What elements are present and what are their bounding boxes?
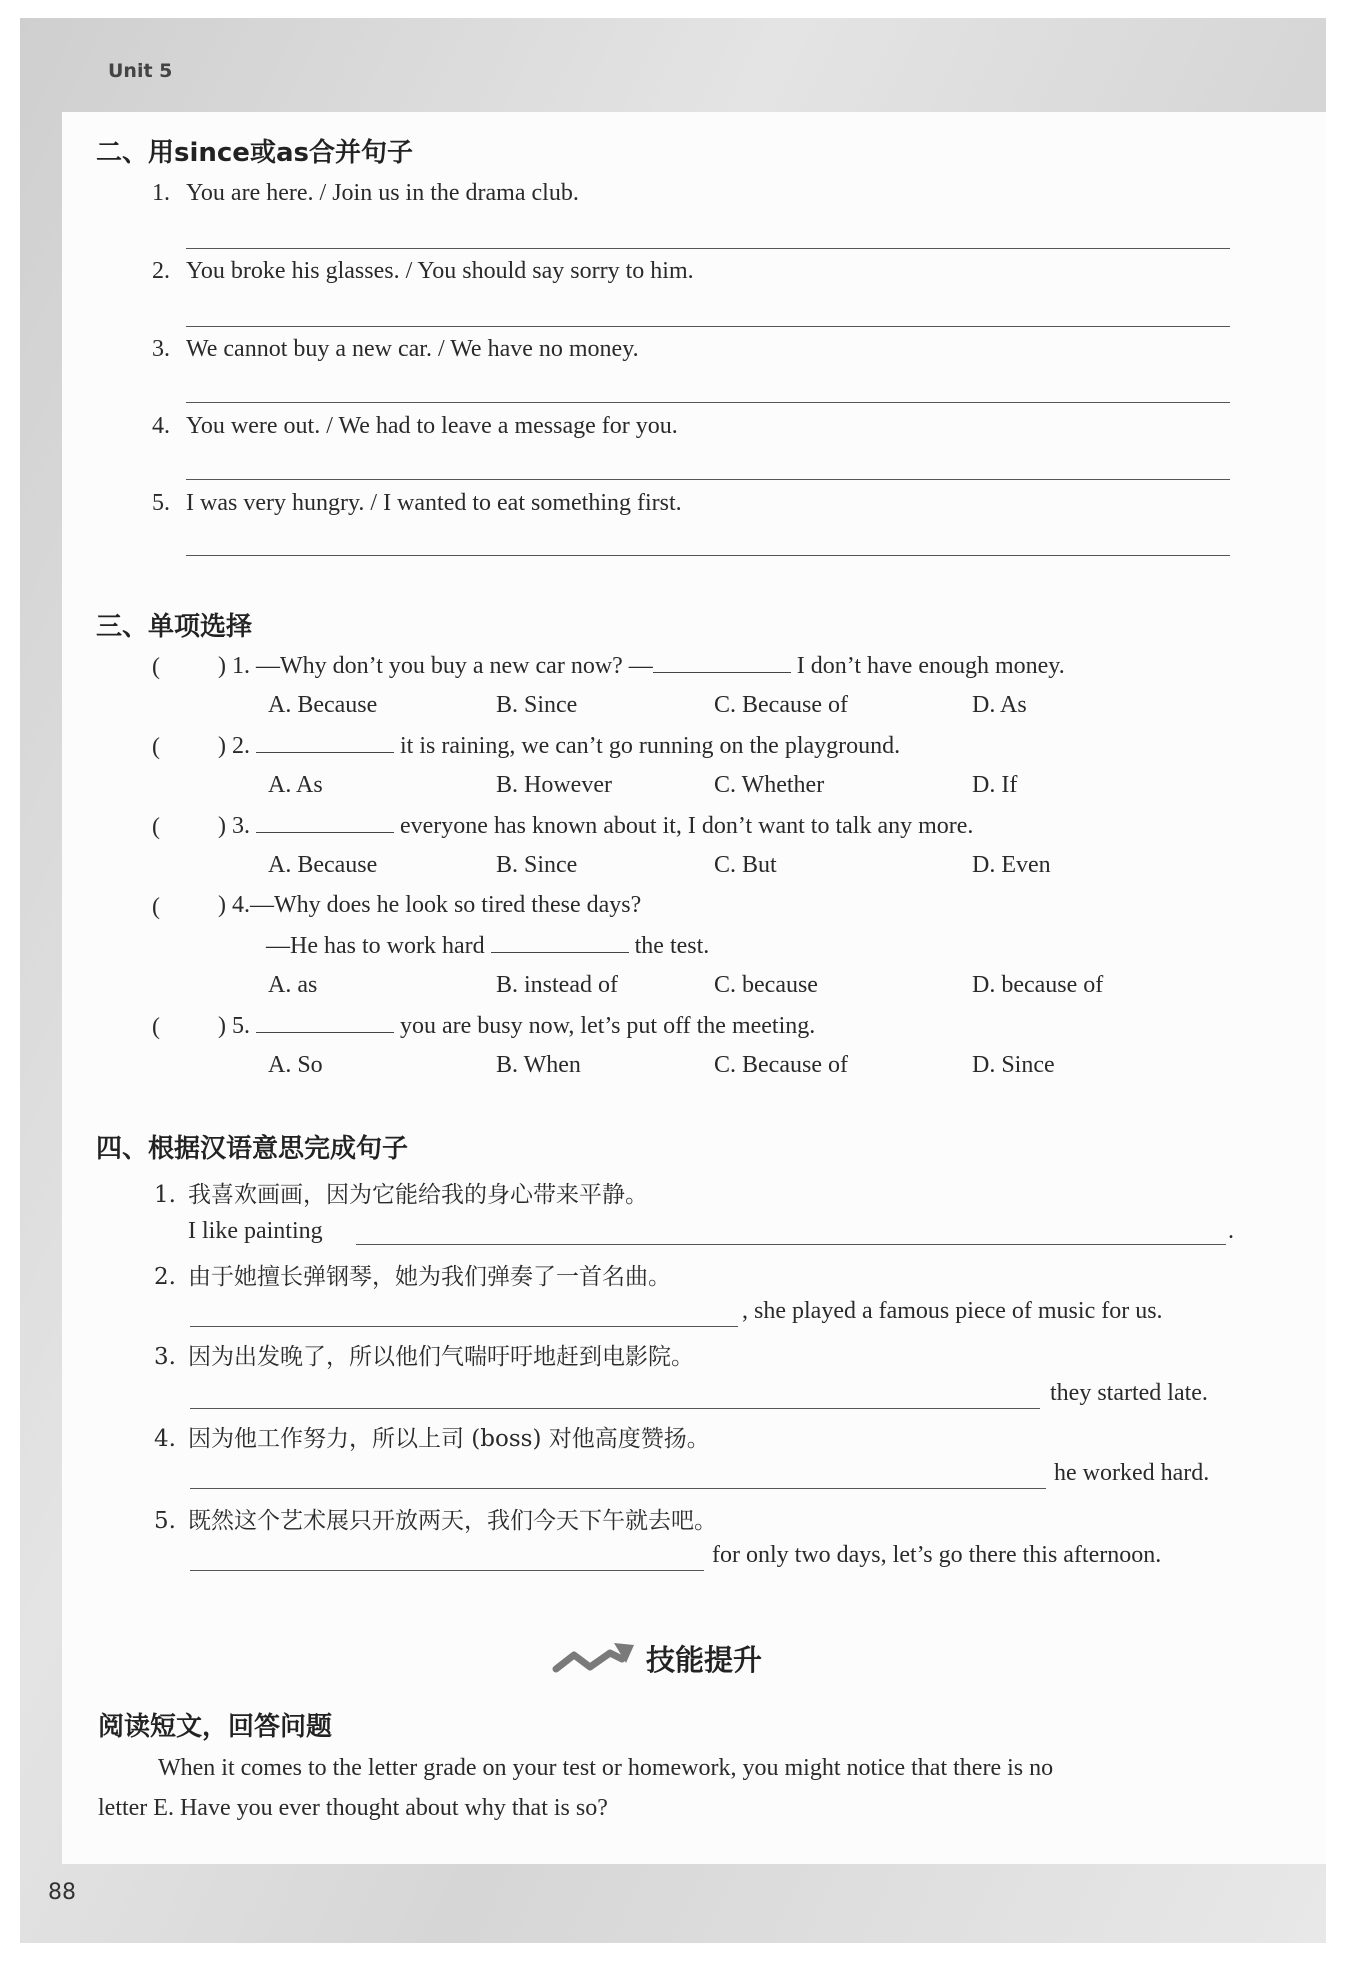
page-number: 88 xyxy=(48,1880,76,1905)
mc-question-stem-post: I don’t have enough money. xyxy=(790,653,1065,679)
s4-item-3-en: they started late. xyxy=(1050,1380,1208,1406)
mc-question-stem-post: you are busy now, let’s put off the meeting. xyxy=(394,1013,816,1039)
mc-blank[interactable] xyxy=(256,812,394,833)
mc-option[interactable]: D. because of xyxy=(972,972,1104,998)
s4-item-1-en: I like painting xyxy=(188,1218,323,1244)
s2-answer-line-5[interactable] xyxy=(186,555,1230,556)
mc-option[interactable]: B. instead of xyxy=(496,972,618,998)
mc-question-num: ) 4. xyxy=(218,892,250,918)
answer-paren[interactable]: ( xyxy=(152,734,160,760)
mc-option[interactable]: B. However xyxy=(496,772,612,798)
s4-chinese-prompt: 因为出发晚了，所以他们气喘吁吁地赶到电影院。 xyxy=(188,1344,694,1370)
s4-item-3-cn xyxy=(154,1338,694,1371)
mc-option[interactable]: A. Because xyxy=(268,692,378,718)
mc-option[interactable]: B. Since xyxy=(496,852,578,878)
s2-item-text: You are here. / Join us in the drama club. xyxy=(186,180,579,206)
mc-question-stem: —Why does he look so tired these days? xyxy=(250,892,642,918)
mc-option[interactable]: C. because xyxy=(714,972,818,998)
s4-item-5-cn xyxy=(154,1502,717,1535)
section3-title: 三、单项选择 xyxy=(96,612,253,642)
reading-line-2: letter E. Have you ever thought about why that is so? xyxy=(98,1795,608,1821)
mc-option[interactable]: D. If xyxy=(972,772,1018,798)
s4-item-5-en: for only two days, let’s go there this afternoon. xyxy=(712,1542,1162,1568)
reading-title: 阅读短文，回答问题 xyxy=(98,1712,333,1742)
s2-answer-line-2[interactable] xyxy=(186,326,1230,327)
s4-item-num: 4. xyxy=(154,1426,176,1452)
mc-question-stem: —Why don’t you buy a new car now? — xyxy=(256,653,653,679)
mc-blank[interactable] xyxy=(491,932,629,953)
mc-question-num: ) 1. xyxy=(218,653,250,679)
s4-item-num: 2. xyxy=(154,1264,176,1290)
mc-question-3 xyxy=(218,812,973,840)
unit-label: Unit 5 xyxy=(108,60,173,82)
mc-option[interactable]: A. Because xyxy=(268,852,378,878)
mc-question-num: ) 5. xyxy=(218,1013,250,1039)
mc-question-2 xyxy=(218,732,900,760)
mc-option[interactable]: B. When xyxy=(496,1052,581,1078)
s2-item-text: We cannot buy a new car. / We have no money. xyxy=(186,336,639,362)
answer-paren[interactable]: ( xyxy=(152,1014,160,1040)
mc-option[interactable]: A. So xyxy=(268,1052,323,1078)
s2-item-1 xyxy=(152,180,579,207)
s4-item-1-end: . xyxy=(1228,1218,1234,1244)
s2-item-num: 2. xyxy=(152,258,170,284)
mc-option[interactable]: C. Because of xyxy=(714,692,848,718)
s2-item-text: You were out. / We had to leave a message for you. xyxy=(186,413,678,439)
s4-answer-line-4[interactable] xyxy=(190,1488,1046,1489)
s2-item-2 xyxy=(152,258,694,285)
s4-chinese-prompt: 既然这个艺术展只开放两天，我们今天下午就去吧。 xyxy=(188,1508,717,1534)
mc-question-stem-post: it is raining, we can’t go running on the playground. xyxy=(394,733,901,759)
mc-option[interactable]: D. Even xyxy=(972,852,1051,878)
mc-question-5 xyxy=(218,1012,815,1040)
mc-blank[interactable] xyxy=(256,1012,394,1033)
mc-question-4 xyxy=(218,892,641,919)
s2-answer-line-1[interactable] xyxy=(186,248,1230,249)
s4-answer-line-2[interactable] xyxy=(190,1326,738,1327)
s4-answer-line-3[interactable] xyxy=(190,1408,1040,1409)
s2-item-4 xyxy=(152,413,678,440)
mc-blank[interactable] xyxy=(653,652,791,673)
s2-item-5 xyxy=(152,490,682,517)
s4-chinese-prompt: 我喜欢画画，因为它能给我的身心带来平静。 xyxy=(188,1182,648,1208)
mc-question-1 xyxy=(218,652,1065,680)
answer-paren[interactable]: ( xyxy=(152,654,160,680)
answer-paren[interactable]: ( xyxy=(152,894,160,920)
s2-item-num: 3. xyxy=(152,336,170,362)
mc-question-stem-post: the test. xyxy=(628,933,710,959)
mc-option[interactable]: C. Whether xyxy=(714,772,825,798)
mc-option[interactable]: A. as xyxy=(268,972,318,998)
s2-answer-line-4[interactable] xyxy=(186,479,1230,480)
s4-chinese-prompt: 由于她擅长弹钢琴，她为我们弹奏了一首名曲。 xyxy=(188,1264,671,1290)
skills-heading xyxy=(552,1638,762,1679)
s2-item-3 xyxy=(152,336,639,363)
skills-heading-label: 技能提升 xyxy=(646,1643,763,1677)
mc-option[interactable]: C. Because of xyxy=(714,1052,848,1078)
mc-question-stem: —He has to work hard xyxy=(266,933,491,959)
s2-item-text: You broke his glasses. / You should say sorry to him. xyxy=(186,258,694,284)
s4-answer-line-5[interactable] xyxy=(190,1570,704,1571)
s2-item-num: 5. xyxy=(152,490,170,516)
mc-option[interactable]: B. Since xyxy=(496,692,578,718)
s2-item-num: 4. xyxy=(152,413,170,439)
reading-line-1: When it comes to the letter grade on your test or homework, you might notice that there is no xyxy=(158,1755,1054,1781)
mc-option[interactable]: A. As xyxy=(268,772,323,798)
s4-item-4-cn xyxy=(154,1420,710,1453)
s4-item-1-cn xyxy=(154,1176,648,1209)
s4-item-num: 5. xyxy=(154,1508,176,1534)
mc-question-4-line2 xyxy=(266,932,709,960)
mc-question-num: ) 3. xyxy=(218,813,250,839)
s4-chinese-prompt: 因为他工作努力，所以上司 (boss) 对他高度赞扬。 xyxy=(188,1426,710,1452)
s4-item-4-en: he worked hard. xyxy=(1054,1460,1210,1486)
s4-item-2-cn xyxy=(154,1258,671,1291)
section2-title: 二、用since或as合并句子 xyxy=(96,138,413,168)
s2-answer-line-3[interactable] xyxy=(186,402,1230,403)
answer-paren[interactable]: ( xyxy=(152,814,160,840)
s4-item-num: 1. xyxy=(154,1182,176,1208)
mc-option[interactable]: D. As xyxy=(972,692,1027,718)
s2-item-text: I was very hungry. / I wanted to eat something first. xyxy=(186,490,682,516)
trend-arrow-icon xyxy=(552,1639,636,1679)
mc-option[interactable]: C. But xyxy=(714,852,777,878)
s2-item-num: 1. xyxy=(152,180,170,206)
mc-blank[interactable] xyxy=(256,732,394,753)
mc-option[interactable]: D. Since xyxy=(972,1052,1055,1078)
s4-item-num: 3. xyxy=(154,1344,176,1370)
worksheet-page xyxy=(62,112,1326,1864)
s4-item-2-en: , she played a famous piece of music for us. xyxy=(742,1298,1163,1324)
mc-question-num: ) 2. xyxy=(218,733,250,759)
s4-answer-line-1[interactable] xyxy=(356,1244,1226,1245)
mc-question-stem-post: everyone has known about it, I don’t want to talk any more. xyxy=(394,813,974,839)
section4-title: 四、根据汉语意思完成句子 xyxy=(96,1134,409,1164)
